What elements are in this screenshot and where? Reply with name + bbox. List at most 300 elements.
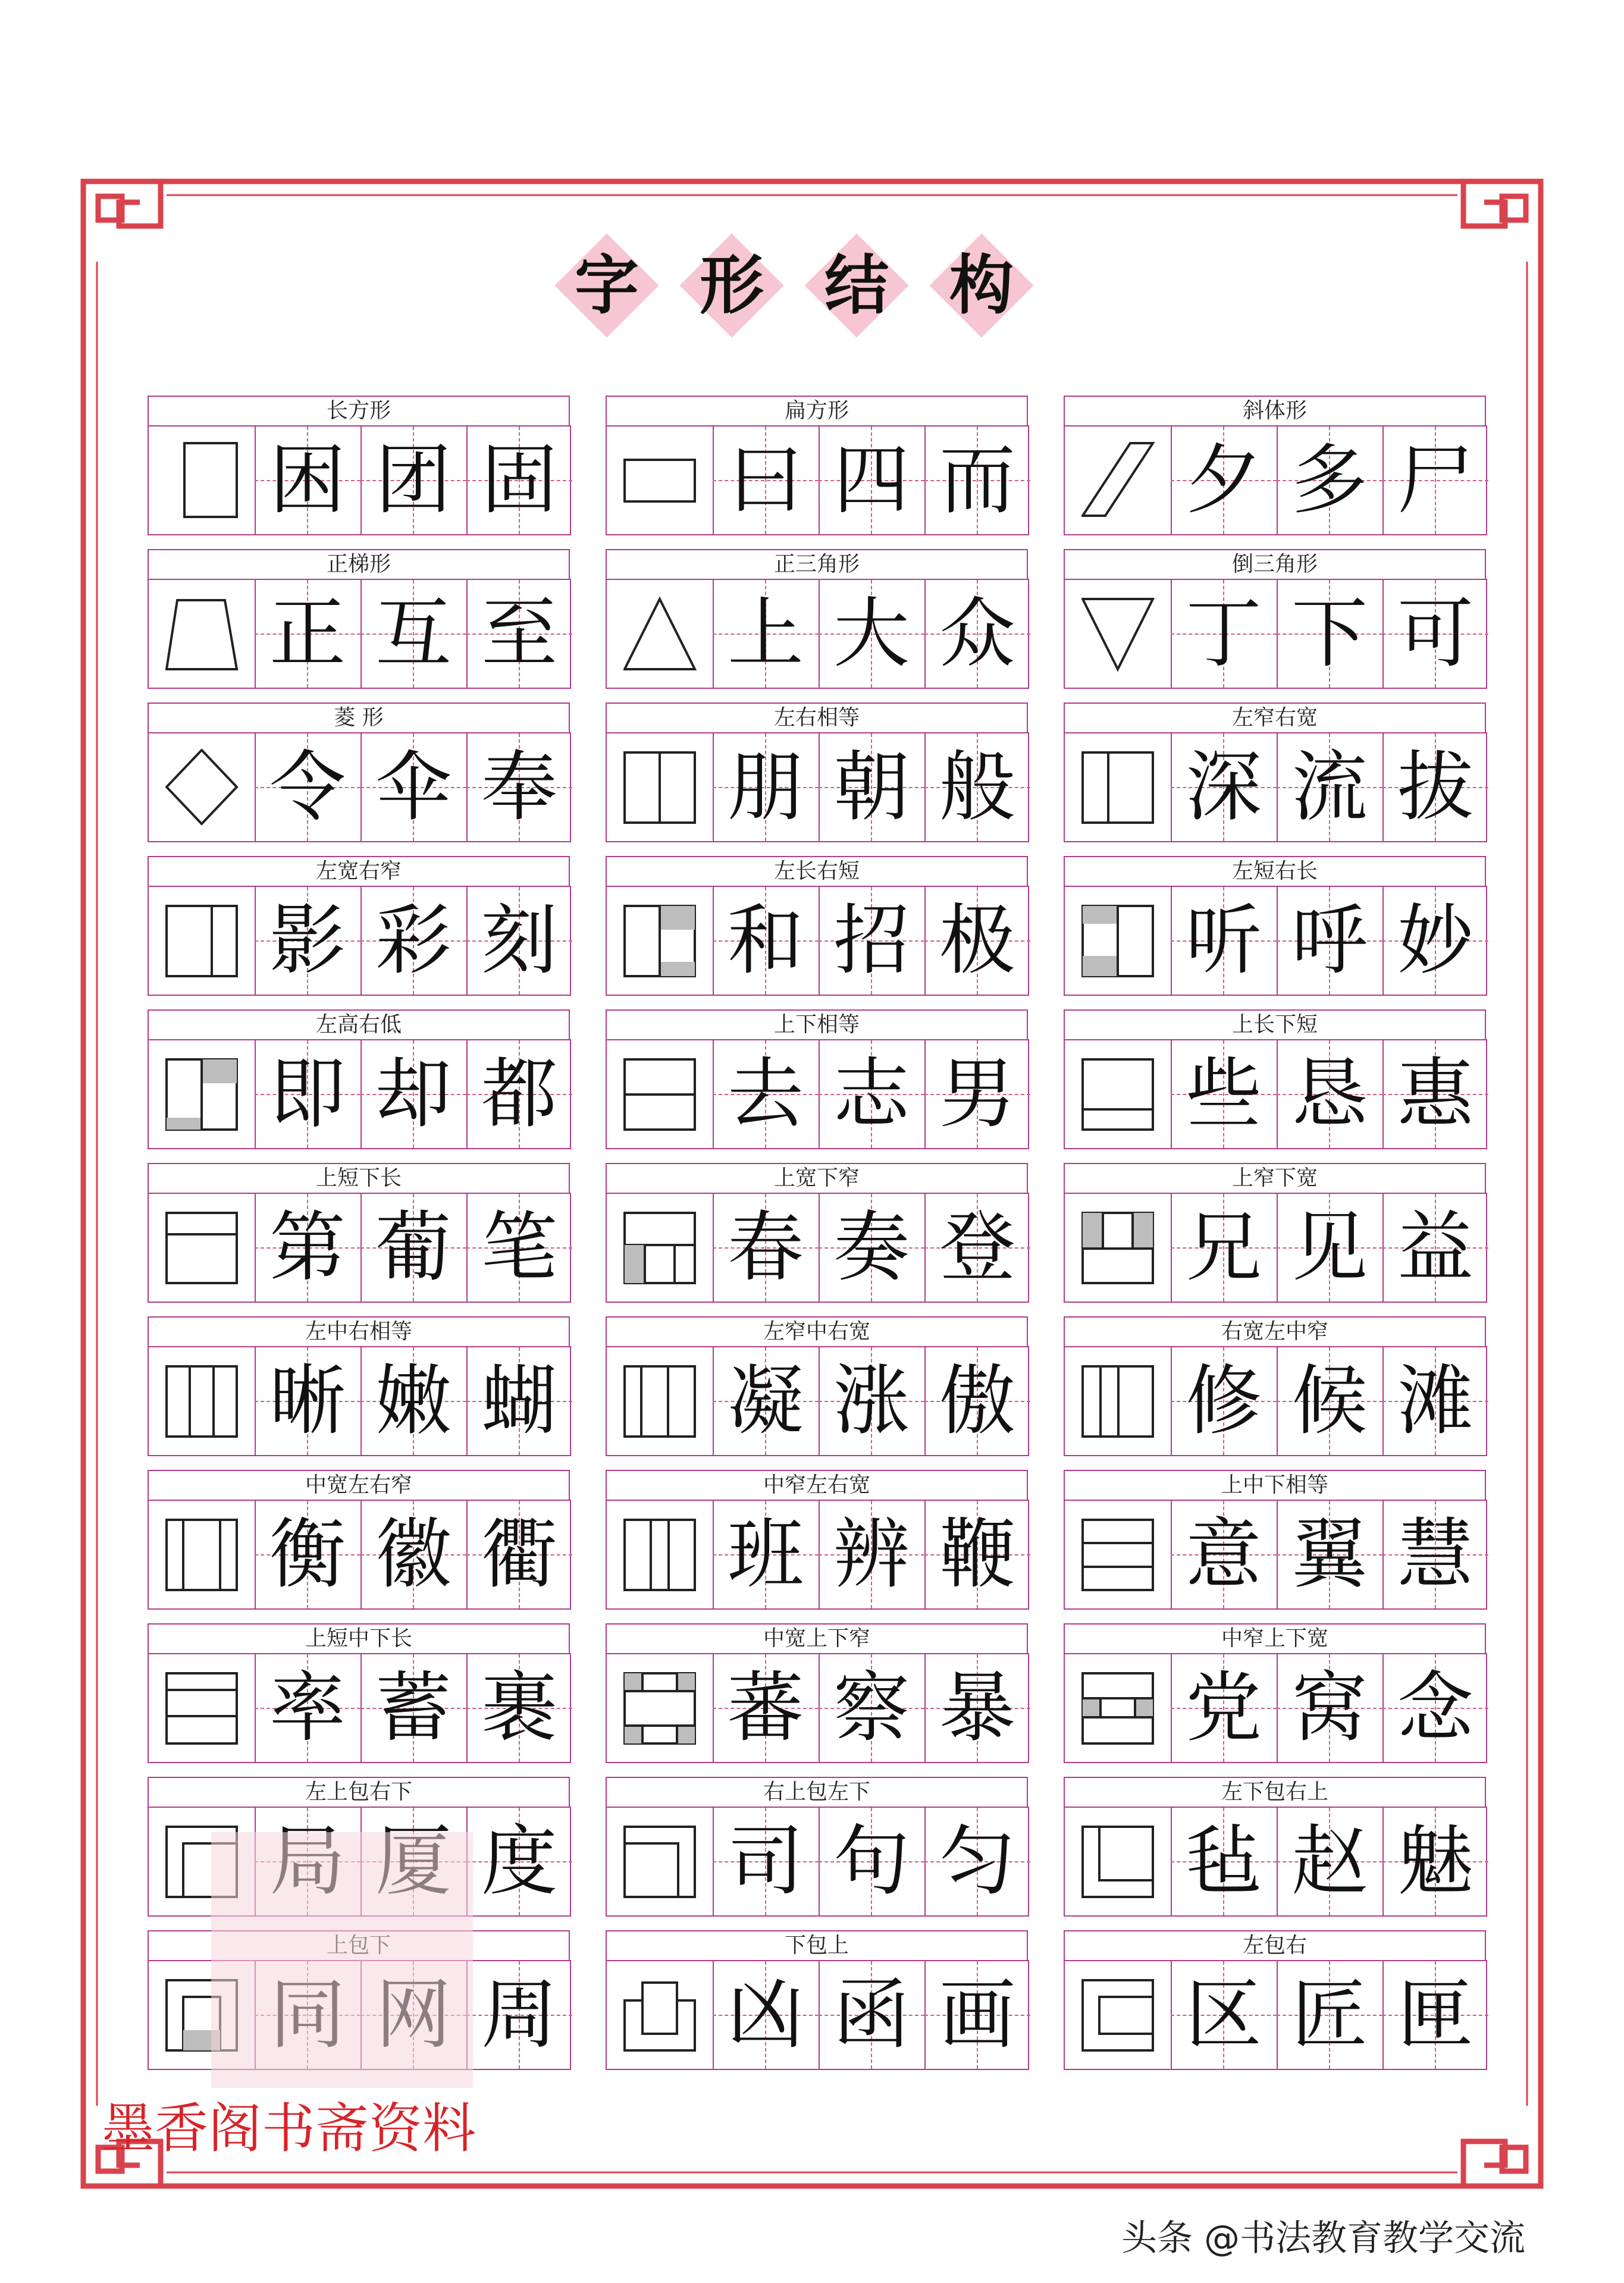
char-box [255,1347,362,1455]
structure-label: 中窄上下宽 [1064,1623,1486,1653]
example-char: 极 [939,896,1015,985]
left-wide-right-narrow-icon [165,902,239,980]
structure-cell [606,1316,1029,1456]
structure-label: 左上包右下 [148,1777,570,1807]
top-short-bottom-long-icon [165,1209,239,1287]
structure-cell [148,1009,571,1149]
left-narrow-right-wide-icon [1081,749,1155,826]
structure-label: 右宽左中窄 [1064,1316,1486,1346]
char-box [1382,1040,1488,1148]
char-box [924,1040,1030,1148]
icon-box [607,1961,714,2069]
example-char: 区 [1185,1971,1262,2059]
char-box [713,887,820,995]
structure-body [148,1346,571,1456]
example-char: 嫩 [375,1357,452,1445]
structure-label: 斜体形 [1064,396,1486,425]
icon-box [149,1194,256,1302]
icon-box [607,1040,714,1148]
char-box [924,887,1030,995]
example-char: 窝 [1291,1664,1368,1752]
char-box [360,580,468,688]
char-box [1382,1961,1488,2069]
example-char: 登 [939,1203,1015,1292]
structure-label: 下包上 [606,1930,1028,1960]
triangle-down-icon [1081,595,1155,673]
example-char: 惠 [1397,1050,1473,1139]
char-box [819,1961,926,2069]
icon-box [149,427,256,534]
structure-body [148,732,571,842]
icon-box [1065,580,1172,688]
char-box [1382,1501,1488,1608]
example-char: 些 [1185,1050,1262,1139]
char-box [819,887,926,995]
char-box [819,1347,926,1455]
three-row-mid-narrow-icon [1081,1670,1155,1747]
char-box [1277,427,1384,534]
structure-cell [148,549,571,689]
char-box [255,887,362,995]
structure-body [606,1193,1029,1303]
structure-label: 中宽左右窄 [148,1470,570,1500]
example-char: 刻 [481,896,557,985]
char-box [713,427,820,534]
top-long-bottom-short-icon [1081,1056,1155,1133]
icon-box [149,1347,256,1455]
char-box [360,1347,468,1455]
structure-cell [606,856,1029,996]
example-char: 凶 [727,1971,804,2059]
example-char: 毡 [1185,1817,1262,1906]
structure-cell [1064,1930,1487,2070]
structure-body [1064,579,1487,689]
example-char: 慧 [1397,1510,1473,1599]
example-char: 率 [269,1664,346,1752]
char-box [255,1040,362,1148]
flat-rect-icon [623,442,697,519]
structure-cell [606,1623,1029,1763]
example-char: 众 [939,589,1015,678]
example-char: 衢 [481,1510,557,1599]
char-box [1382,427,1488,534]
structure-body [606,732,1029,842]
structure-cell [606,549,1029,689]
char-box [1277,887,1384,995]
example-char: 画 [939,1971,1015,2059]
example-char: 蕃 [727,1664,804,1752]
char-box [924,1501,1030,1608]
example-char: 大 [833,589,910,678]
icon-box [1065,1808,1172,1915]
example-char: 蓄 [375,1664,452,1752]
corner-ornament-top-right [1463,181,1541,256]
structure-body [1064,1960,1487,2070]
structure-cell [1064,1316,1487,1456]
diamond-icon [165,749,239,826]
char-box [713,1961,820,2069]
char-box [466,1654,572,1762]
example-char: 志 [833,1050,910,1139]
example-char: 固 [481,436,557,525]
example-char: 困 [269,436,346,525]
example-char: 度 [481,1817,557,1906]
example-char: 徽 [375,1510,452,1599]
char-box [255,733,362,841]
icon-box [607,733,714,841]
example-char: 周 [481,1971,557,2059]
example-char: 妙 [1397,896,1473,985]
char-box [360,1501,468,1608]
page-title [553,220,1077,351]
structure-cell [1064,856,1487,996]
char-box [255,1194,362,1302]
structure-cell [148,856,571,996]
structure-body [1064,1346,1487,1456]
char-box [466,580,572,688]
structure-body [148,1653,571,1763]
structure-label: 左宽右窄 [148,856,570,886]
structure-label: 正梯形 [148,549,570,579]
three-row-mid-wide-icon [623,1670,697,1747]
example-char: 兄 [1185,1203,1262,1292]
example-char: 暴 [939,1664,1015,1752]
example-char: 互 [375,589,452,678]
char-box [1277,1654,1384,1762]
structure-label: 左短右长 [1064,856,1486,886]
icon-box [149,580,256,688]
structure-label: 菱 形 [148,703,570,732]
icon-box [149,887,256,995]
example-char: 魅 [1397,1817,1473,1906]
title-char: 构 [949,248,1014,323]
char-box [1277,1040,1384,1148]
char-box [819,1808,926,1915]
icon-box [1065,427,1172,534]
example-char: 至 [481,589,557,678]
structure-body [148,579,571,689]
char-box [924,1194,1030,1302]
example-char: 候 [1291,1357,1368,1445]
structure-label: 左中右相等 [148,1316,570,1346]
structure-body [1064,425,1487,535]
title-diamond [678,232,785,339]
example-char: 葡 [375,1203,452,1292]
char-box [1382,1194,1488,1302]
structure-label: 长方形 [148,396,570,425]
char-box [924,733,1030,841]
example-char: 四 [833,436,910,525]
icon-box [1065,1040,1172,1148]
structure-body [1064,886,1487,996]
char-box [1171,1194,1278,1302]
example-char: 丁 [1185,589,1262,678]
example-char: 凝 [727,1357,804,1445]
example-char: 曰 [727,436,804,525]
char-box [1277,1194,1384,1302]
char-box [360,1040,468,1148]
brand-text: 墨香阁书斋资料 [101,2097,476,2160]
char-box [924,1808,1030,1915]
structure-body [1064,1807,1487,1917]
structure-cell [606,1009,1029,1149]
structure-body [148,1193,571,1303]
char-box [1277,733,1384,841]
title-diamond [553,232,660,339]
structure-cell [148,1316,571,1456]
example-char: 翼 [1291,1510,1368,1599]
char-box [360,733,468,841]
char-box [1277,1347,1384,1455]
char-box [466,1808,572,1915]
char-box [466,1194,572,1302]
corner-ornament-bottom-right [1463,2112,1541,2186]
example-char: 赵 [1291,1817,1368,1906]
structure-body [1064,732,1487,842]
char-box [1171,1654,1278,1762]
parallelogram-icon [1081,442,1155,519]
example-char: 匠 [1291,1971,1368,2059]
example-char: 句 [833,1817,910,1906]
example-char: 男 [939,1050,1015,1139]
structure-cell [606,1930,1029,2070]
icon-box [607,1808,714,1915]
char-box [360,1194,468,1302]
structure-body [1064,1039,1487,1149]
icon-box [607,887,714,995]
icon-box [607,1347,714,1455]
example-char: 般 [939,743,1015,832]
char-box [924,427,1030,534]
example-char: 却 [375,1050,452,1139]
icon-box [607,1654,714,1762]
structure-body [148,886,571,996]
structure-body [606,1960,1029,2070]
bottom-enclose-icon [623,1977,697,2054]
example-char: 流 [1291,743,1368,832]
icon-box [607,427,714,534]
example-char: 鞭 [939,1510,1015,1599]
structure-cell [1064,1470,1487,1610]
example-char: 深 [1185,743,1262,832]
char-box [360,887,468,995]
icon-box [149,1654,256,1762]
char-box [1171,1808,1278,1915]
icon-box [149,733,256,841]
structure-cell [1064,396,1487,535]
char-box [1277,1808,1384,1915]
example-char: 晰 [269,1357,346,1445]
structure-body [1064,1193,1487,1303]
char-box [360,1654,468,1762]
example-char: 伞 [375,743,452,832]
three-col-right-wide-icon [1081,1363,1155,1440]
bottom-left-enclose-icon [1081,1823,1155,1901]
example-char: 班 [727,1510,804,1599]
example-char: 春 [727,1203,804,1292]
icon-box [1065,1501,1172,1608]
structure-label: 上宽下窄 [606,1163,1028,1193]
title-char: 结 [824,248,889,323]
icon-box [607,1501,714,1608]
char-box [1171,887,1278,995]
structure-label: 左包右 [1064,1930,1486,1960]
three-col-mid-narrow-icon [623,1516,697,1594]
credit-text: 头条 @书法教育教学交流 [1121,2218,1526,2259]
char-box [819,1501,926,1608]
example-char: 益 [1397,1203,1473,1292]
example-char: 可 [1397,589,1473,678]
char-box [1382,580,1488,688]
icon-box [149,1040,256,1148]
structure-label: 右上包左下 [606,1777,1028,1807]
structure-body [606,1500,1029,1610]
structure-cell [148,703,571,842]
example-char: 呼 [1291,896,1368,985]
example-char: 匀 [939,1817,1015,1906]
structure-label: 左高右低 [148,1009,570,1039]
char-box [466,1501,572,1608]
char-box [466,427,572,534]
icon-box [1065,1961,1172,2069]
char-box [819,1654,926,1762]
example-char: 傲 [939,1357,1015,1445]
char-box [819,733,926,841]
structure-label: 扁方形 [606,396,1028,425]
structure-cell [1064,1163,1487,1303]
example-char: 恳 [1291,1050,1368,1139]
left-short-right-long-icon [1081,902,1155,980]
trapezoid-icon [165,595,239,673]
left-long-right-short-icon [623,902,697,980]
structure-body [606,886,1029,996]
top-right-enclose-icon [623,1823,697,1901]
char-box [819,580,926,688]
char-box [713,1040,820,1148]
example-char: 团 [375,436,452,525]
char-box [360,427,468,534]
watermark-photo [211,1832,473,2088]
three-col-mid-wide-icon [165,1516,239,1594]
example-char: 令 [269,743,346,832]
structure-cell [148,396,571,535]
char-box [1382,1808,1488,1915]
icon-box [149,1501,256,1608]
char-box [1171,1961,1278,2069]
example-char: 朋 [727,743,804,832]
example-char: 察 [833,1664,910,1752]
structure-body [148,425,571,535]
char-box [255,427,362,534]
example-char: 意 [1185,1510,1262,1599]
structure-body [606,1807,1029,1917]
char-box [713,580,820,688]
example-char: 朝 [833,743,910,832]
three-row-equal-icon [1081,1516,1155,1594]
char-box [713,1654,820,1762]
left-high-right-low-icon [165,1056,239,1133]
top-bottom-equal-icon [623,1056,697,1133]
char-box [255,580,362,688]
structure-label: 左右相等 [606,703,1028,732]
example-char: 匣 [1397,1971,1473,2059]
structure-cell [606,396,1029,535]
title-char: 形 [699,248,764,323]
char-box [819,1040,926,1148]
structure-cell [1064,1009,1487,1149]
char-box [924,1654,1030,1762]
char-box [255,1654,362,1762]
char-box [1382,1654,1488,1762]
char-box [819,427,926,534]
example-char: 夕 [1185,436,1262,525]
structure-cell [606,1777,1029,1917]
char-box [713,1194,820,1302]
structure-label: 左下包右上 [1064,1777,1486,1807]
example-char: 衡 [269,1510,346,1599]
structure-label: 上下相等 [606,1009,1028,1039]
char-box [466,1040,572,1148]
three-col-equal-icon [165,1363,239,1440]
structure-cell [606,1470,1029,1610]
example-char: 即 [269,1050,346,1139]
icon-box [1065,1654,1172,1762]
example-char: 招 [833,896,910,985]
structure-body [606,1653,1029,1763]
icon-box [1065,733,1172,841]
char-box [924,1961,1030,2069]
structure-cell [1064,703,1487,842]
structure-cell [1064,549,1487,689]
char-box [1171,427,1278,534]
icon-box [1065,1194,1172,1302]
top-narrow-bottom-wide-icon [1081,1209,1155,1287]
icon-box [607,580,714,688]
left-enclose-icon [1081,1977,1155,2054]
structure-label: 上短下长 [148,1163,570,1193]
structure-body [606,425,1029,535]
structure-body [148,1500,571,1610]
char-box [466,887,572,995]
example-char: 尸 [1397,436,1473,525]
structure-body [606,579,1029,689]
structure-cell [606,1163,1029,1303]
char-box [713,733,820,841]
structure-body [1064,1500,1487,1610]
char-box [924,580,1030,688]
structure-label: 中宽上下窄 [606,1623,1028,1653]
example-char: 拔 [1397,743,1473,832]
char-box [1171,1347,1278,1455]
structure-label: 正三角形 [606,549,1028,579]
title-char: 字 [574,248,639,323]
char-box [1171,733,1278,841]
char-box [924,1347,1030,1455]
char-box [1277,580,1384,688]
example-char: 函 [833,1971,910,2059]
structure-cell [148,1623,571,1763]
structure-body [148,1039,571,1149]
left-right-equal-icon [623,749,697,826]
char-box [466,1347,572,1455]
structure-cell [1064,1623,1487,1763]
example-char: 党 [1185,1664,1262,1752]
char-box [1171,1501,1278,1608]
title-diamond [928,232,1035,339]
example-char: 笔 [481,1203,557,1292]
structure-label: 上窄下宽 [1064,1163,1486,1193]
char-box [1171,580,1278,688]
